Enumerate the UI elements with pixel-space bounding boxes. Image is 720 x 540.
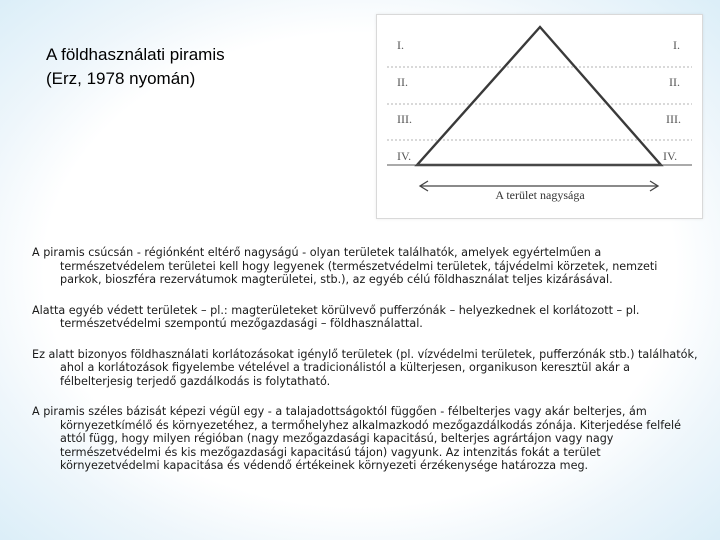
paragraph-1: A piramis csúcsán - régiónként eltérő nagyságú - olyan területek találhatók, amelyek egyértelműen a természetvédelem területei kell hogy legyenek (természetvédelmi területek, tájvédelmi körzetek, nemzeti parkok, bioszféra rezervátumok magterületei, stb.), az egyéb célú földhasználat teljes kizárásával. (32, 246, 658, 286)
paragraph-2: Alatta egyéb védett területek – pl.: magterületeket körülvevő pufferzónák – helyezkednek el korlátozott – pl. természetvédelmi szempontú mezőgazdasági – földhasználattal. (32, 303, 640, 330)
level-label-left-1: I. (397, 38, 404, 52)
level-label-left-4: IV. (397, 149, 412, 163)
level-label-left-2: II. (397, 75, 408, 89)
level-label-left-3: III. (397, 112, 412, 126)
level-label-right-4: IV. (663, 149, 678, 163)
level-separators (387, 67, 692, 140)
paragraph-4: A piramis széles bázisát képezi végül egy - a talajadottságoktól függően - félbelterjes vagy akár belterjes, ám környezetkímélő és környezetéhez, a termőhelyhez alkalmazkodó mezőgazdálkodás zónája. Kiterjedése felfelé attól függ, hogy milyen régióban (nagy mezőgazdasági kapacitású, belterjes agrártájon vagy nagy természetvédelmi és kis mezőgazdasági kapacitású tájon) vagyunk. Az intenzitás fokát a terület környezetvédelmi kapacitása és védendő értékeinek környezeti érzékenysége határozza meg. (32, 405, 682, 472)
pyramid-figure (376, 14, 703, 219)
body-text (32, 246, 702, 490)
paragraph-3: Ez alatt bizonyos földhasználati korlátozásokat igénylő területek (pl. vízvédelmi területek, pufferzónák stb.) találhatók, ahol a korlátozások figyelembe vételével a tradicionálistól a külterjesen, organikuson keresztül akár a félbelterjesig terjedő gazdálkodás is folytatható. (32, 347, 698, 388)
area-axis-label: A terület nagysága (495, 188, 585, 202)
title-line-1: A földhasználati piramis (46, 45, 225, 64)
slide-title (46, 43, 225, 91)
level-label-right-1: I. (673, 38, 680, 52)
level-label-right-2: II. (669, 75, 680, 89)
level-label-right-3: III. (666, 112, 681, 126)
pyramid-triangle (417, 27, 661, 165)
title-line-2: (Erz, 1978 nyomán) (46, 69, 196, 88)
pyramid-diagram (377, 15, 702, 218)
